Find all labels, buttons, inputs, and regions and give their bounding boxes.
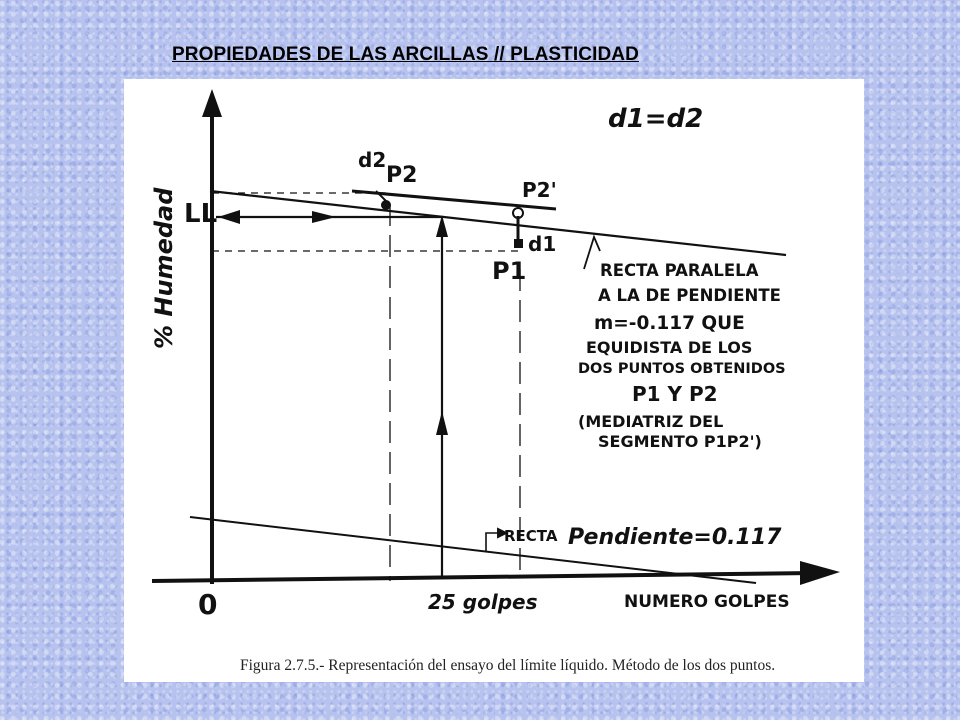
reference-line-label: RECTA bbox=[504, 527, 558, 545]
x-axis-arrowhead bbox=[800, 561, 840, 585]
parallel-note-line: EQUIDISTA DE LOS bbox=[586, 338, 753, 357]
equation-label: d1=d2 bbox=[608, 104, 704, 134]
y-value-label: LL bbox=[184, 199, 218, 229]
figure-caption: Figura 2.7.5.- Representación del ensayo del límite líquido. Método de los dos puntos. bbox=[240, 657, 776, 674]
reference-slope-label: Pendiente=0.117 bbox=[568, 525, 782, 550]
ll-arrow-end bbox=[218, 210, 240, 224]
point-p1-label: P1 bbox=[492, 257, 527, 285]
distance-d2-label: d2 bbox=[358, 148, 387, 172]
parallel-note-line: SEGMENTO P1P2') bbox=[598, 432, 762, 451]
point-p2-marker bbox=[381, 200, 391, 210]
parallel-note-line: RECTA PARALELA bbox=[600, 261, 759, 280]
parallel-note-line: m=-0.117 QUE bbox=[594, 313, 745, 334]
parallel-note-line: P1 Y P2 bbox=[632, 382, 718, 406]
parallel-note-line: (MEDIATRIZ DEL bbox=[578, 412, 724, 431]
slide-title: PROPIEDADES DE LAS ARCILLAS // PLASTICIDAD bbox=[172, 44, 639, 65]
y-axis-label: % Humedad bbox=[150, 187, 178, 349]
figure-panel bbox=[124, 79, 864, 682]
ll-arrow-mid bbox=[312, 211, 336, 223]
golpes-25-arrow-up-lower bbox=[436, 411, 448, 435]
recta-pointer bbox=[486, 533, 506, 551]
median-parallel-line bbox=[210, 191, 786, 255]
parallel-note-line: A LA DE PENDIENTE bbox=[598, 286, 781, 305]
distance-d1-label: d1 bbox=[528, 232, 557, 256]
point-p2-label: P2 bbox=[386, 163, 418, 188]
point-p2-prime-label: P2' bbox=[522, 178, 557, 202]
parallel-note bbox=[578, 261, 786, 451]
note-pointer bbox=[584, 237, 600, 269]
x-axis bbox=[152, 573, 814, 581]
parallel-note-line: DOS PUNTOS OBTENIDOS bbox=[578, 361, 786, 377]
x-axis-label: NUMERO GOLPES bbox=[624, 592, 790, 612]
origin-label: 0 bbox=[198, 588, 218, 621]
x-value-label: 25 golpes bbox=[428, 590, 538, 614]
y-axis-arrowhead bbox=[202, 89, 222, 117]
liquid-limit-diagram bbox=[124, 79, 864, 682]
